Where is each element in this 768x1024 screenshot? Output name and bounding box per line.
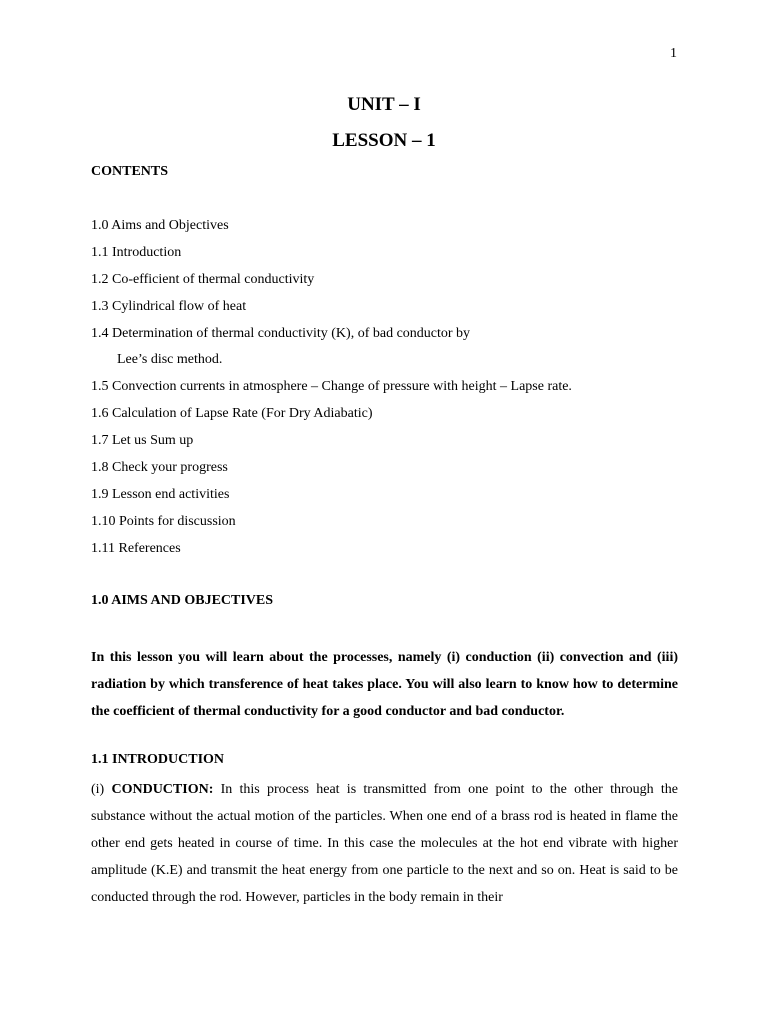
toc-item: 1.0 Aims and Objectives bbox=[91, 218, 229, 233]
aims-heading: 1.0 AIMS AND OBJECTIVES bbox=[91, 593, 274, 608]
page-number: 1 bbox=[670, 46, 677, 61]
unit-title: UNIT – I bbox=[347, 94, 421, 115]
toc-item: 1.7 Let us Sum up bbox=[91, 433, 194, 449]
contents-heading: CONTENTS bbox=[91, 164, 169, 179]
aims-paragraph: In this lesson you will learn about the processes, namely (i) conduction (ii) convection and (iii) radiation by which transference of heat takes place. You will also learn to know how to determine the coefficient of thermal conductivity for a good conductor and bad conductor. bbox=[91, 650, 678, 719]
toc-item: 1.2 Co-efficient of thermal conductivity bbox=[91, 271, 315, 287]
toc-item: 1.11 References bbox=[91, 540, 181, 556]
introduction-body: In this process heat is transmitted from one point to the other through the substance without the actual motion of the particles. When one end of a brass rod is heated in flame the other end gets heated in course of time. In this case the molecules at the hot end vibrate with higher amplitude (K.E) and transmit the heat energy from one particle to the next and so on. Heat is said to be conducted through the rod. However, particles in the body remain in their bbox=[91, 782, 678, 905]
toc-item: 1.8 Check your progress bbox=[91, 460, 228, 476]
introduction-paragraph bbox=[91, 777, 678, 912]
lesson-title: LESSON – 1 bbox=[332, 130, 436, 151]
table-of-contents bbox=[91, 216, 572, 566]
toc-item: 1.5 Convection currents in atmosphere – Change of pressure with height – Lapse rate. bbox=[91, 379, 572, 395]
conduction-term: CONDUCTION: bbox=[111, 782, 214, 797]
toc-item: 1.3 Cylindrical flow of heat bbox=[91, 298, 247, 314]
toc-item-continuation: Lee’s disc method. bbox=[117, 352, 223, 368]
toc-item: 1.4 Determination of thermal conductivity (K), of bad conductor by bbox=[91, 325, 471, 341]
introduction-prefix: (i) bbox=[91, 782, 112, 797]
toc-item: 1.10 Points for discussion bbox=[91, 513, 236, 529]
introduction-heading: 1.1 INTRODUCTION bbox=[91, 752, 225, 767]
toc-item: 1.1 Introduction bbox=[91, 244, 182, 260]
toc-item: 1.9 Lesson end activities bbox=[91, 486, 230, 502]
toc-item: 1.6 Calculation of Lapse Rate (For Dry Adiabatic) bbox=[91, 406, 373, 422]
